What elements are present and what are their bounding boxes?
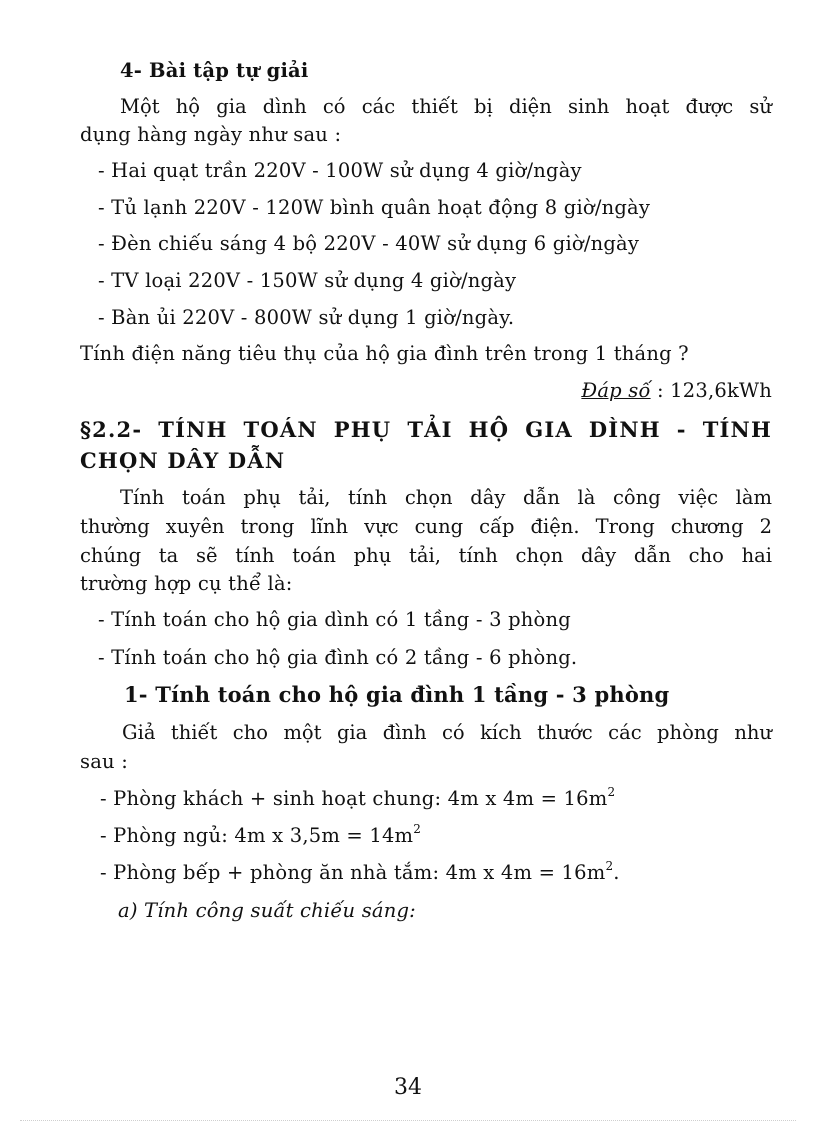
section-title-line-2: CHỌN DÂY DẪN: [80, 448, 286, 473]
device-item-lights: - Đèn chiếu sáng 4 bộ 220V - 40W sử dụng 6 giờ/ngày: [98, 232, 640, 255]
room-item-living: - Phòng khách + sinh hoạt chung: 4m x $4m = 16m^2$: [100, 785, 616, 810]
device-item-tv: - TV loại 220V - 150W sử dụng 4 giờ/ngày: [98, 269, 517, 292]
answer-line: [581, 378, 772, 404]
section-title-line-1: §2.2- TÍNH TOÁN PHỤ TẢI HỘ GIA DÌNH - TÍNH: [80, 417, 772, 442]
subsection-heading: 1- Tính toán cho hộ gia đình 1 tầng - 3 phòng: [124, 682, 670, 707]
section-para-line-4: trường hợp cụ thể là:: [80, 572, 293, 595]
lighting-subheading: a) Tính công suất chiếu sáng:: [118, 899, 416, 922]
room-item-kitchen: - Phòng bếp + phòng ăn nhà tắm: 4m x $4m = 16m^2$.: [100, 859, 620, 884]
page-number: 34: [394, 1075, 422, 1100]
answer-value: : 123,6kWh: [656, 379, 772, 402]
device-item-iron: - Bàn ủi 220V - 800W sử dụng 1 giờ/ngày.: [98, 306, 515, 329]
answer-label: Đáp số: [581, 379, 651, 402]
device-item-ceiling-fan: - Hai quạt trần 220V - 100W sử dụng 4 giờ/ngày: [98, 159, 582, 182]
page-bottom-edge: [20, 1120, 796, 1121]
case-item-one-floor: - Tính toán cho hộ gia dình có 1 tầng - 3 phòng: [98, 608, 571, 631]
exercise-intro-line-1: Một hộ gia dình có các thiết bị diện sinh hoạt được sử: [120, 95, 772, 118]
exercise-question: Tính điện năng tiêu thụ của hộ gia đình trên trong 1 tháng ?: [80, 342, 689, 365]
exercise-intro-line-2: dụng hàng ngày như sau :: [80, 123, 342, 146]
subsection-intro-line-1: Giả thiết cho một gia đình có kích thước các phòng như: [122, 721, 772, 744]
subsection-intro-line-2: sau :: [80, 750, 128, 773]
case-item-two-floor: - Tính toán cho hộ gia đình có 2 tầng - 6 phòng.: [98, 646, 578, 669]
section-para-line-1: Tính toán phụ tải, tính chọn dây dẫn là công việc làm: [120, 486, 772, 509]
exercise-heading: 4- Bài tập tự giải: [120, 59, 309, 82]
device-item-fridge: - Tủ lạnh 220V - 120W bình quân hoạt động 8 giờ/ngày: [98, 196, 651, 219]
section-para-line-3: chúng ta sẽ tính toán phụ tải, tính chọn dây dẫn cho hai: [80, 544, 772, 567]
section-para-line-2: thường xuyên trong lĩnh vực cung cấp điện. Trong chương 2: [80, 515, 772, 538]
room-item-bedroom: - Phòng ngủ: 4m x $3,5m = 14m^2$: [100, 822, 422, 847]
